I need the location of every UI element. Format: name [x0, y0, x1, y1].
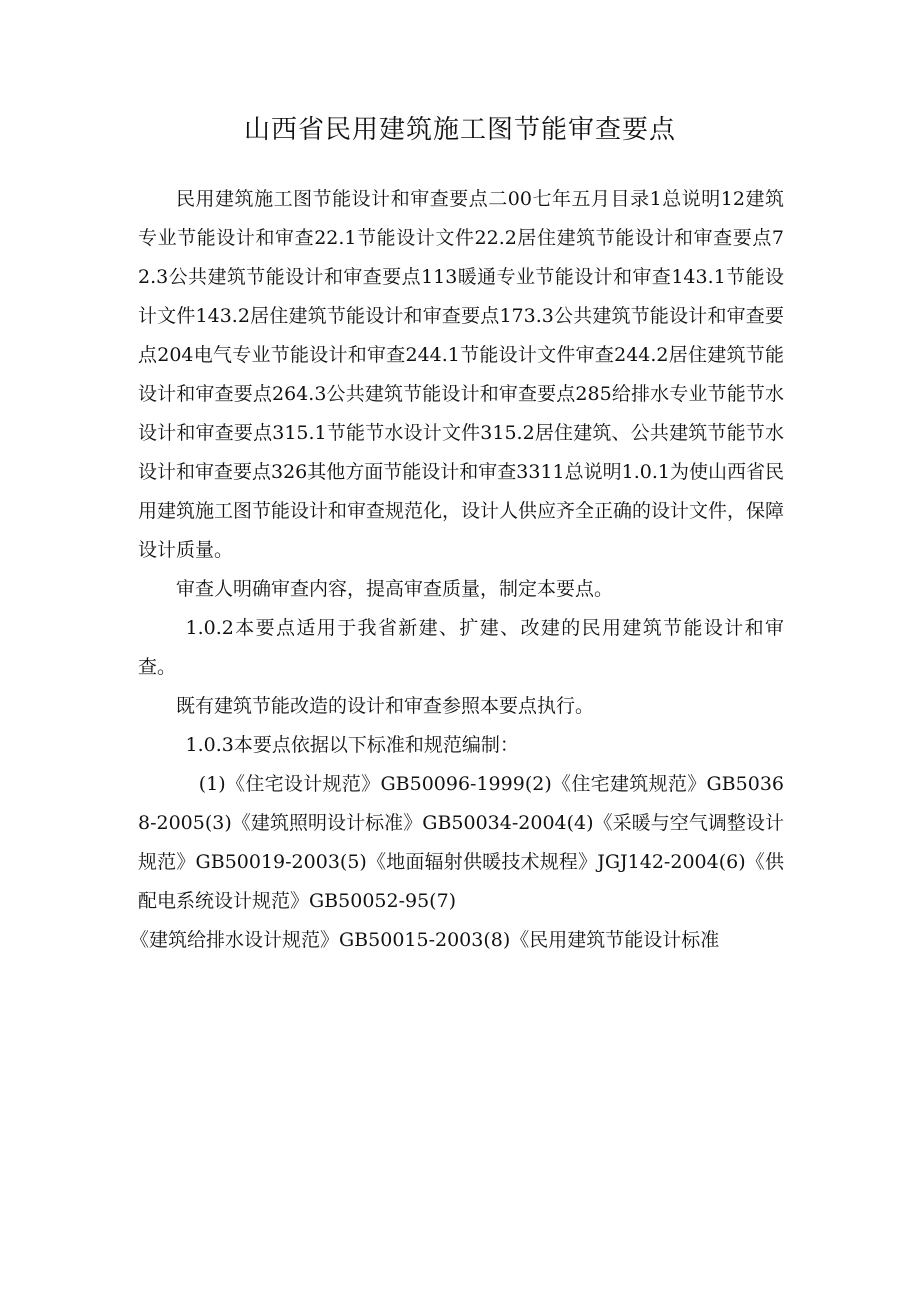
paragraph-purpose: 审查人明确审查内容，提高审查质量，制定本要点。: [176, 578, 614, 600]
paragraph-basis: 1.0.3本要点依据以下标准和规范编制：: [185, 734, 519, 756]
paragraph-scope: 1.0.2本要点适用于我省新建、扩建、改建的民用建筑节能设计和审查。: [138, 617, 784, 678]
page-title: 山西省民用建筑施工图节能审查要点: [243, 115, 676, 145]
paragraph-standards: (1)《住宅设计规范》GB50096-1999(2)《住宅建筑规范》GB50368-2005(3)《建筑照明设计标准》GB50034-2004(4)《采暖与空气调整设计规范》GB50019-2003(5)《地面辐射供暖技术规程》JGJ142-2004(6)《供配电系统设计规范》GB50052-95(7): [138, 773, 784, 912]
paragraph-retrofit: 既有建筑节能改造的设计和审查参照本要点执行。: [176, 695, 595, 717]
document-body: [130, 180, 785, 960]
paragraph-standards-cont: 《建筑给排水设计规范》GB50015-2003(8)《民用建筑节能设计标准: [130, 929, 720, 951]
paragraph-toc: 民用建筑施工图节能设计和审查要点二00七年五月目录1总说明12建筑专业节能设计和审查22.1节能设计文件22.2居住建筑节能设计和审查要点72.3公共建筑节能设计和审查要点113暖通专业节能设计和审查143.1节能设计文件143.2居住建筑节能设计和审查要点173.3公共建筑节能设计和审查要点204电气专业节能设计和审查244.1节能设计文件审查244.2居住建筑节能设计和审查要点264.3公共建筑节能设计和审查要点285给排水专业节能节水设计和审查要点315.1节能节水设计文件315.2居住建筑、公共建筑节能节水设计和审查要点326其他方面节能设计和审查3311总说明1.0.1为使山西省民用建筑施工图节能设计和审查规范化，设计人供应齐全正确的设计文件，保障设计质量。: [138, 188, 785, 561]
